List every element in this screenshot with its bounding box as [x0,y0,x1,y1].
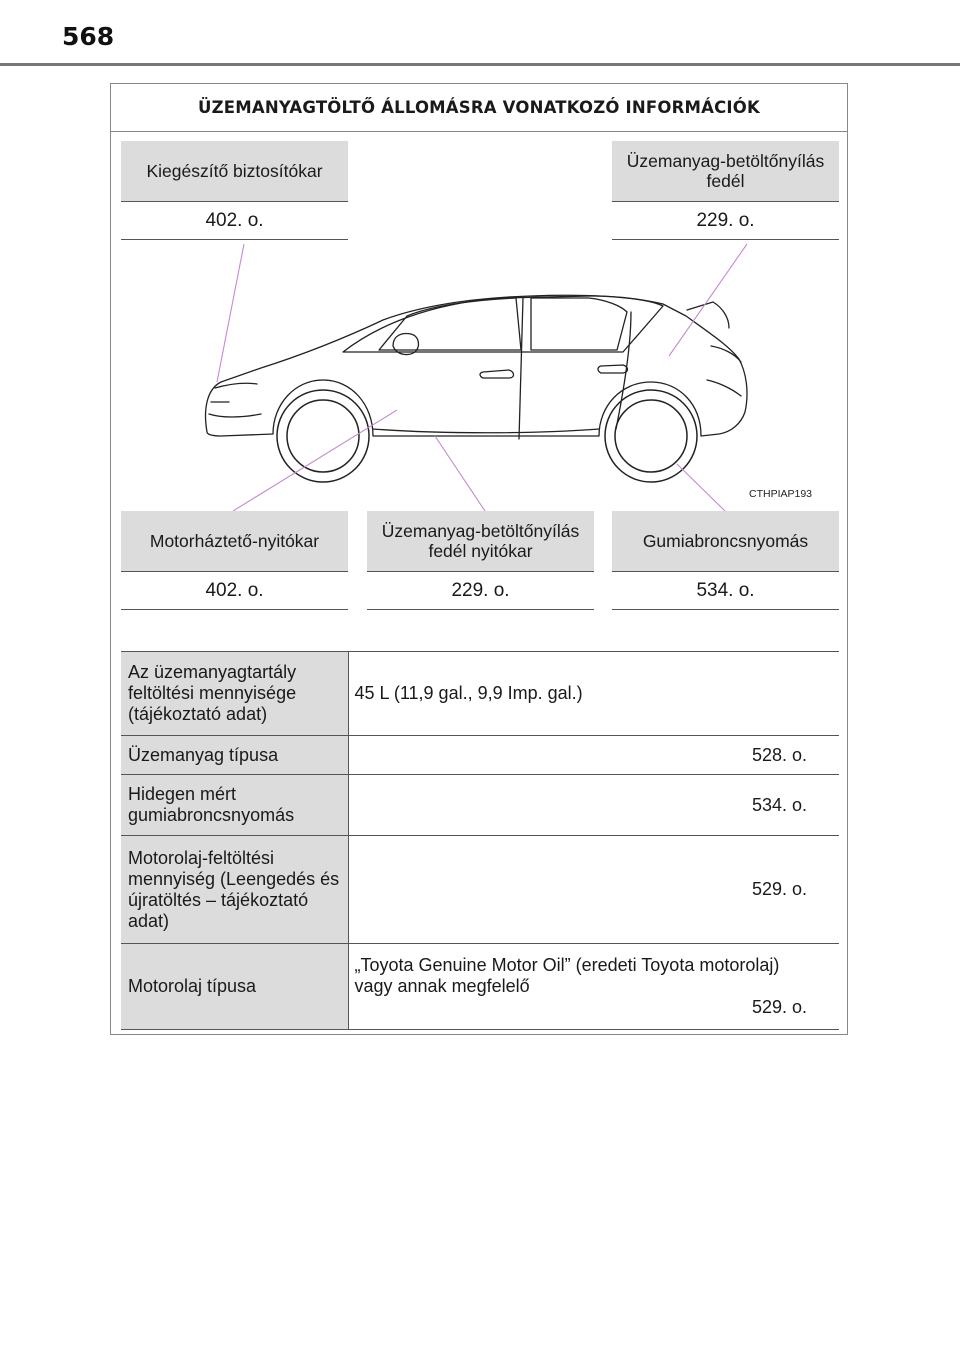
spec-page-ref: 529. o. [751,879,807,899]
callout-label: Kiegészítő biztosítókar [121,141,348,202]
callout-fuel-door-opener [367,511,594,610]
spec-label: Hidegen mért gumiabroncsnyomás [121,775,348,836]
spec-page-ref: 529. o. [751,997,807,1017]
fuel-info-box [110,83,848,1035]
header-rule [0,63,960,66]
spec-page-ref: 528. o. [751,744,807,765]
spec-table [121,651,839,1030]
callout-page-ref: 534. o. [612,572,839,610]
table-row [121,944,839,1030]
spec-value-text: 45 L (11,9 gal., 9,9 Imp. gal.) [354,683,583,703]
spec-label: Motorolaj típusa [121,944,348,1030]
callout-page-ref: 402. o. [121,572,348,610]
table-row [121,775,839,836]
callout-hood-lever [121,511,348,610]
callout-page-ref: 402. o. [121,202,348,240]
callout-label: Üzemanyag-betöltőnyílás fedél [612,141,839,202]
callout-extra-lock-lever [121,141,348,240]
callout-page-ref: 229. o. [367,572,594,610]
spec-value [348,652,839,736]
spec-label: Üzemanyag típusa [121,736,348,775]
table-row [121,736,839,775]
spec-value-text: „Toyota Genuine Motor Oil” (eredeti Toyota motorolaj) vagy annak megfelelő [354,955,780,996]
spec-label: Motorolaj-feltöltési mennyiség (Leengedés és újratöltés – tájékoztató adat) [121,836,348,944]
spec-value [348,736,839,775]
illustration-code: CTHPIAP193 [749,488,813,500]
callout-tire-pressure [612,511,839,610]
spec-page-ref: 534. o. [751,794,807,815]
spec-value [348,775,839,836]
page-number: 568 [62,22,115,51]
callout-label: Üzemanyag-betöltőnyílás fedél nyitókar [367,511,594,572]
section-title: ÜZEMANYAGTÖLTŐ ÁLLOMÁSRA VONATKOZÓ INFORMÁCIÓK [111,84,847,132]
spec-label: Az üzemanyagtartály feltöltési mennyisége (tájékoztató adat) [121,652,348,736]
callout-label: Gumiabroncsnyomás [612,511,839,572]
spec-value [348,944,839,1030]
spec-value [348,836,839,944]
callout-fuel-filler-door [612,141,839,240]
callout-page-ref: 229. o. [612,202,839,240]
callout-label: Motorháztető-nyitókar [121,511,348,572]
table-row [121,836,839,944]
table-row [121,652,839,736]
